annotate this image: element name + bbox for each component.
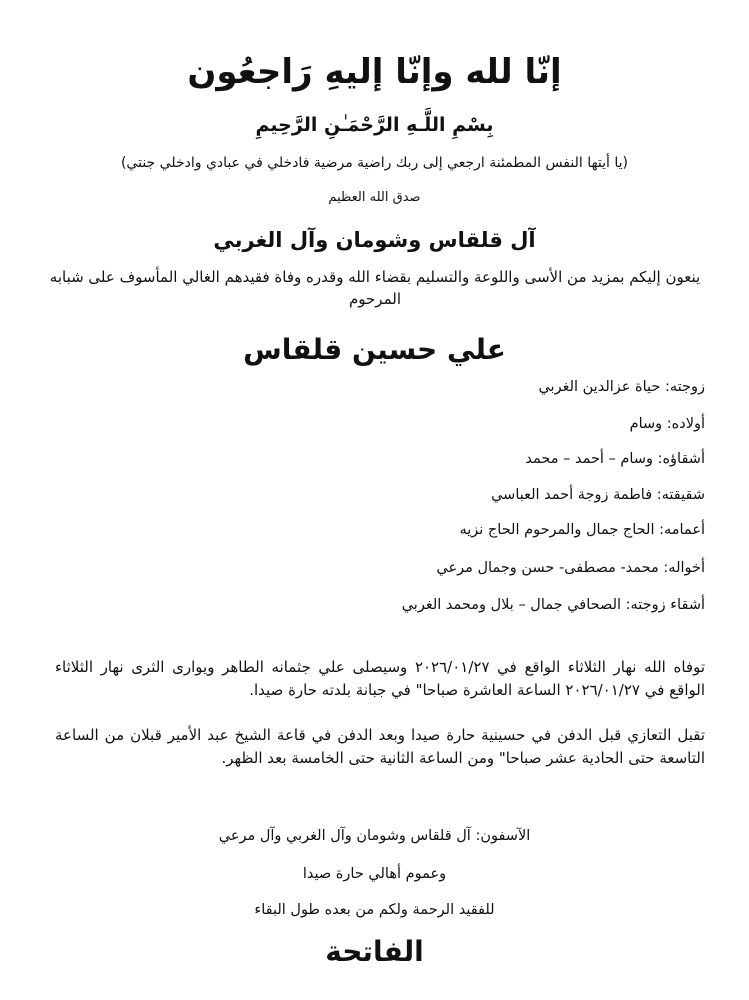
deceased-name: علي حسين قلقاس — [243, 333, 506, 366]
heading: إنّا لله وإنّا إليهِ رَاجعُون — [187, 52, 562, 92]
residents: وعموم أهالي حارة صيدا — [302, 866, 447, 882]
families-heading: آل قلقاس وشومان وآل الغربي — [213, 228, 536, 252]
announcement: ينعون إليكم بمزيد من الأسى واللوعة والتسليم بقضاء الله وقدره وفاة فقيدهم الغالي المأسوف على شبابه المرحوم — [49, 268, 701, 308]
relative-wife: زوجته: حياة عزالدين الغربي — [538, 379, 705, 395]
relative-wife-siblings: أشقاء زوجته: الصحافي جمال – بلال ومحمد الغربي — [401, 597, 705, 613]
sadaq-line: صدق الله العظيم — [328, 190, 421, 205]
relative-uncles-maternal: أخواله: محمد- مصطفى- حسن وجمال مرعي — [436, 560, 705, 576]
relative-uncles-paternal: أعمامه: الحاج جمال والمرحوم الحاج نزيه — [459, 522, 705, 538]
relative-brothers: أشقاؤه: وسام – أحمد – محمد — [525, 451, 705, 467]
mourners: الآسفون: آل قلقاس وشومان وآل الغربي وآل مرعي — [218, 828, 531, 844]
fatiha: الفاتحة — [325, 935, 424, 968]
basmala: بِسْمِ اللَّـهِ الرَّحْمَـٰنِ الرَّحِيمِ — [255, 114, 494, 136]
condolences-details: تقبل التعازي قبل الدفن في حسينية حارة صيدا وبعد الدفن في قاعة الشيخ عبد الأمير قبلان من الساعة التاسعة حتى الحادية عشر صباحا" ومن الساعة الثانية حتى الخامسة بعد الظهر. — [55, 726, 705, 767]
quran-verse: (يا أيتها النفس المطمئنة ارجعي إلى ربك راضية مرضية فادخلي في عبادي وادخلي جنتي) — [120, 155, 629, 171]
relative-children: أولاده: وسام — [629, 416, 705, 432]
closing-line: للفقيد الرحمة ولكم من بعده طول البقاء — [254, 902, 495, 918]
relative-sister: شقيقته: فاطمة زوجة أحمد العباسي — [491, 487, 705, 503]
funeral-details: توفاه الله نهار الثلاثاء الواقع في ٢٠٢٦/٠١/٢٧ وسيصلى علي جثمانه الطاهر ويوارى الثرى نهار الثلاثاء الواقع في ٢٠٢٦/٠١/٢٧ الساعة العاشرة صباحا" في جبانة بلدته حارة صيدا. — [55, 658, 706, 699]
